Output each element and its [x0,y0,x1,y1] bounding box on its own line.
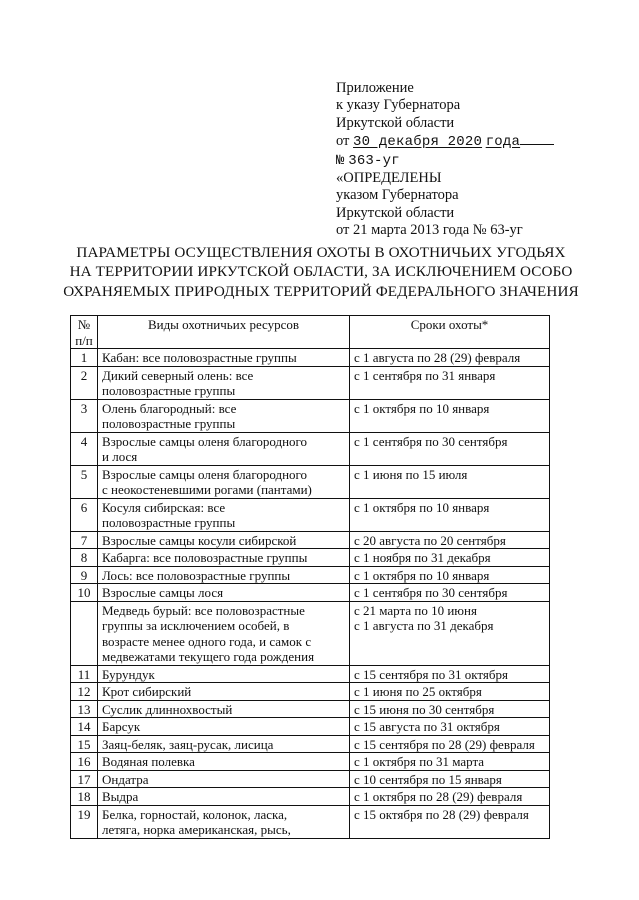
hunting-period-cell [350,399,550,432]
hunting-period-text: с 1 сентября по 30 сентября [354,433,508,449]
hunting-period-text: с 1 октября по 10 января [354,567,490,583]
table-row [71,399,550,432]
species-text: Выдра [102,789,139,804]
decree-number-line [336,152,626,170]
species-text: Взрослые самцы оленя благородного [102,466,308,482]
row-number: 5 [71,465,98,498]
appendix-line: к указу Губернатора [336,97,461,114]
species-text: Дикий северный олень: все [102,367,254,383]
hunting-period-cell [350,753,550,771]
species-cell [98,788,350,806]
row-number [71,601,98,665]
decree-number: 363-уг [348,152,400,169]
hunting-period-text: с 1 сентября по 31 января [354,367,496,383]
number-prefix: № [336,152,345,169]
hunting-period-cell [350,349,550,367]
hunting-period-text: с 10 сентября по 15 января [354,771,502,787]
hunting-period-cell [350,683,550,701]
hunting-period-cell [350,700,550,718]
table-row [71,465,550,498]
species-text: возрасте менее одного года, и самок с [102,633,312,649]
hunting-period-text: с 1 июня по 25 октября [354,684,482,699]
header-species: Виды охотничьих ресурсов [98,316,350,349]
species-text: с неокостеневшими рогами (пантами) [102,482,312,497]
row-number: 7 [71,531,98,549]
defined-line: Иркутской области [336,204,455,221]
species-text: Взрослые самцы косули сибирской [102,532,297,548]
row-number: 19 [71,805,98,838]
table-row [71,753,550,771]
species-cell [98,566,350,584]
hunting-period-text: с 15 октября по 28 (29) февраля [354,806,529,822]
table-row [71,566,550,584]
species-cell [98,498,350,531]
species-text: Взрослые самцы оленя благородного [102,433,308,449]
header-number: № п/п [71,316,98,349]
appendix-line: Приложение [336,80,414,96]
table-row [71,770,550,788]
species-text: медвежатами текущего года рождения [102,649,315,664]
hunting-parameters-table [70,315,550,839]
table-header-row [71,316,550,349]
date-underline [520,132,554,145]
hunting-period-text: с 1 ноября по 31 декабря [354,550,491,565]
hunting-period-text: с 1 августа по 28 (29) февраля [354,350,521,365]
species-text: Олень благородный: все [102,400,237,416]
title-line: ОХРАНЯЕМЫХ ПРИРОДНЫХ ТЕРРИТОРИЙ ФЕДЕРАЛЬНОГО ЗНАЧЕНИЯ [63,282,579,300]
row-number: 12 [71,683,98,701]
hunting-period-text: с 15 июня по 30 сентября [354,701,495,717]
hunting-period-cell [350,584,550,602]
species-cell [98,366,350,399]
hunting-period-text: с 20 августа по 20 сентября [354,532,506,548]
hunting-period-cell [350,366,550,399]
row-number: 4 [71,432,98,465]
species-text: Ондатра [102,771,149,787]
hunting-period-text: с 1 октября по 28 (29) февраля [354,789,523,804]
species-text: Кабарга: все половозрастные группы [102,550,308,565]
hunting-period-cell [350,566,550,584]
row-number: 15 [71,735,98,753]
hunting-period-cell [350,498,550,531]
species-text: половозрастные группы [102,515,236,530]
species-cell [98,805,350,838]
species-cell [98,753,350,771]
species-cell [98,465,350,498]
defined-line: от 21 марта 2013 года № 63-уг [336,222,523,239]
species-text: Кабан: все половозрастные группы [102,350,297,365]
date-suffix: года [485,134,521,151]
title-line: НА ТЕРРИТОРИИ ИРКУТСКОЙ ОБЛАСТИ, ЗА ИСКЛЮЧЕНИЕМ ОСОБО [69,263,573,281]
species-text: Барсук [102,719,141,734]
species-text: группы за исключением особей, в [102,618,290,633]
row-number: 1 [71,349,98,367]
species-cell [98,399,350,432]
hunting-period-cell [350,549,550,567]
species-text: и лося [102,449,138,464]
table-row [71,665,550,683]
table-row [71,584,550,602]
species-text: половозрастные группы [102,416,236,431]
document-title [30,243,612,301]
table-row [71,531,550,549]
appendix-line: Иркутской области [336,114,455,131]
row-number: 11 [71,665,98,683]
table-row [71,349,550,367]
defined-line: указом Губернатора [336,187,459,204]
row-number: 18 [71,788,98,806]
species-text: летяга, норка американская, рысь, [102,822,291,837]
row-number: 8 [71,549,98,567]
table-row [71,432,550,465]
hunting-period-text: с 1 октября по 31 марта [354,754,485,769]
table-row [71,718,550,736]
table-row [71,683,550,701]
hunting-period-text: с 1 сентября по 30 сентября [354,585,508,600]
hunting-period-cell [350,805,550,838]
hunting-period-text: с 1 июня по 15 июля [354,466,468,482]
table-row [71,549,550,567]
row-number: 3 [71,399,98,432]
hunting-period-cell [350,432,550,465]
row-number: 2 [71,366,98,399]
species-cell [98,349,350,367]
hunting-period-text: с 15 сентября по 28 (29) февраля [354,736,535,752]
table-row [71,805,550,838]
decree-date: 30 декабря 2020 [353,134,483,151]
species-cell [98,718,350,736]
species-text: Заяц-беляк, заяц-русак, лисица [102,736,274,752]
table-row [71,700,550,718]
hunting-period-cell [350,465,550,498]
hunting-period-text: с 15 сентября по 31 октября [354,666,508,682]
species-text: половозрастные группы [102,383,236,398]
hunting-period-text: с 15 августа по 31 октября [354,719,500,734]
header-hunting-period: Сроки охоты* [350,316,550,349]
row-number: 9 [71,566,98,584]
row-number: 17 [71,770,98,788]
date-prefix: от [336,133,350,150]
species-cell [98,770,350,788]
species-cell [98,531,350,549]
table-row [71,498,550,531]
hunting-period-text: с 1 августа по 31 декабря [354,618,494,633]
hunting-period-cell [350,735,550,753]
species-text: Белка, горностай, колонок, ласка, [102,806,288,822]
title-line: ПАРАМЕТРЫ ОСУЩЕСТВЛЕНИЯ ОХОТЫ В ОХОТНИЧЬИХ УГОДЬЯХ [76,244,566,261]
species-text: Крот сибирский [102,684,192,699]
table-row [71,601,550,665]
row-number: 13 [71,700,98,718]
species-text: Лось: все половозрастные группы [102,567,291,583]
hunting-period-cell [350,665,550,683]
hunting-period-cell [350,531,550,549]
hunting-period-text: с 1 октября по 10 января [354,499,490,515]
hunting-period-cell [350,601,550,665]
species-cell [98,700,350,718]
decree-date-line [336,132,626,151]
hunting-period-text: с 21 марта по 10 июня [354,602,477,618]
species-cell [98,549,350,567]
hunting-period-cell [350,718,550,736]
row-number: 16 [71,753,98,771]
species-cell [98,735,350,753]
row-number: 6 [71,498,98,531]
table-row [71,788,550,806]
table-row [71,366,550,399]
species-text: Медведь бурый: все половозрастные [102,602,305,618]
table-row [71,735,550,753]
species-text: Суслик длиннохвостый [102,701,233,717]
table-body [71,349,550,839]
defined-line: «ОПРЕДЕЛЕНЫ [336,170,442,187]
hunting-period-cell [350,788,550,806]
species-cell [98,432,350,465]
appendix-block [336,80,626,240]
species-cell [98,584,350,602]
species-cell [98,601,350,665]
species-text: Водяная полевка [102,754,195,769]
hunting-period-cell [350,770,550,788]
hunting-period-text: с 1 октября по 10 января [354,400,490,416]
species-text: Бурундук [102,666,155,682]
species-text: Косуля сибирская: все [102,499,226,515]
species-cell [98,665,350,683]
species-text: Взрослые самцы лося [102,585,224,600]
row-number: 14 [71,718,98,736]
species-cell [98,683,350,701]
row-number: 10 [71,584,98,602]
